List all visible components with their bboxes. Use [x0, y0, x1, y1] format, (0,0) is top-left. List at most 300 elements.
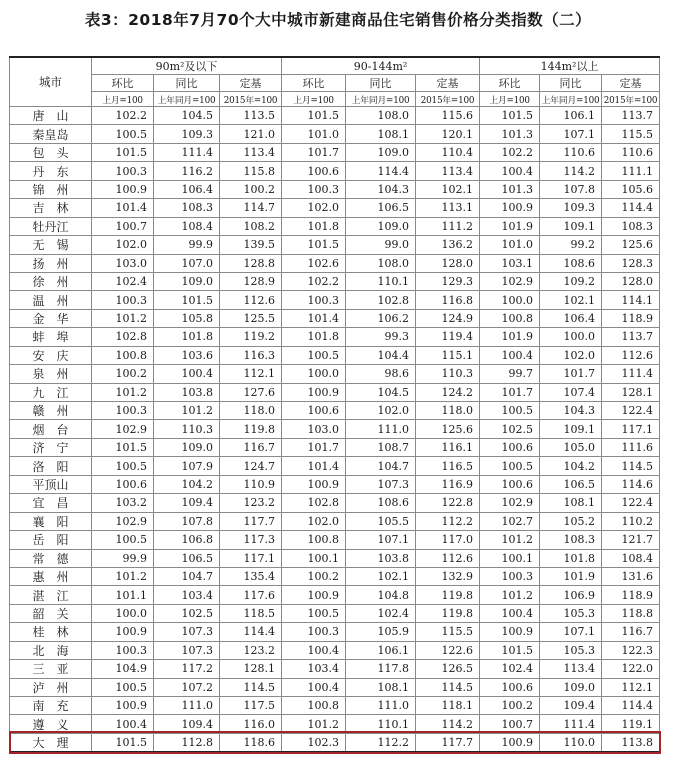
value-cell: 129.3	[416, 272, 480, 290]
table-row	[10, 475, 660, 493]
value-cell: 110.1	[346, 715, 416, 733]
value-cell: 99.9	[154, 236, 220, 254]
value-cell: 106.5	[346, 199, 416, 217]
value-cell: 104.9	[92, 660, 154, 678]
value-cell: 106.4	[154, 180, 220, 198]
value-cell: 116.2	[154, 162, 220, 180]
table-row	[10, 438, 660, 456]
value-cell: 118.5	[220, 604, 282, 622]
value-cell: 100.2	[282, 567, 346, 585]
value-cell: 101.5	[92, 438, 154, 456]
value-cell: 101.9	[540, 567, 602, 585]
table-row	[10, 107, 660, 125]
table-row	[10, 604, 660, 622]
value-cell: 116.9	[416, 475, 480, 493]
value-cell: 107.0	[154, 254, 220, 272]
value-cell: 113.4	[540, 660, 602, 678]
city-column-header: 城市	[10, 57, 92, 107]
value-cell: 107.3	[154, 623, 220, 641]
value-cell: 108.0	[346, 107, 416, 125]
value-cell: 102.4	[480, 660, 540, 678]
value-cell: 105.2	[540, 512, 602, 530]
city-cell: 无 锡	[10, 236, 92, 254]
value-cell: 110.9	[220, 475, 282, 493]
value-cell: 112.2	[346, 733, 416, 752]
value-cell: 115.1	[416, 346, 480, 364]
value-cell: 100.0	[480, 291, 540, 309]
value-cell: 114.4	[602, 199, 660, 217]
value-cell: 103.4	[154, 586, 220, 604]
value-cell: 111.4	[540, 715, 602, 733]
value-cell: 112.2	[416, 512, 480, 530]
value-cell: 103.8	[154, 383, 220, 401]
city-cell: 三 亚	[10, 660, 92, 678]
value-cell: 100.9	[480, 623, 540, 641]
city-cell: 丹 东	[10, 162, 92, 180]
value-cell: 100.6	[480, 438, 540, 456]
value-cell: 111.0	[346, 420, 416, 438]
value-cell: 114.5	[220, 678, 282, 696]
value-cell: 104.2	[540, 457, 602, 475]
table-row	[10, 236, 660, 254]
value-cell: 109.1	[540, 420, 602, 438]
value-cell: 100.0	[282, 365, 346, 383]
value-cell: 99.9	[92, 549, 154, 567]
value-cell: 109.3	[154, 125, 220, 143]
table-row	[10, 733, 660, 752]
value-cell: 122.6	[416, 641, 480, 659]
city-cell: 秦皇岛	[10, 125, 92, 143]
value-cell: 109.3	[540, 199, 602, 217]
value-cell: 101.2	[480, 586, 540, 604]
table-row	[10, 199, 660, 217]
value-cell: 100.6	[480, 678, 540, 696]
city-cell: 岳 阳	[10, 531, 92, 549]
value-cell: 102.0	[92, 236, 154, 254]
value-cell: 102.4	[346, 604, 416, 622]
value-cell: 105.5	[346, 512, 416, 530]
value-cell: 109.0	[346, 143, 416, 161]
value-cell: 114.1	[602, 291, 660, 309]
value-cell: 100.8	[282, 531, 346, 549]
value-cell: 100.9	[92, 623, 154, 641]
value-cell: 112.1	[602, 678, 660, 696]
table-row	[10, 494, 660, 512]
city-cell: 遵 义	[10, 715, 92, 733]
table-row	[10, 291, 660, 309]
value-cell: 109.2	[540, 272, 602, 290]
city-cell: 洛 阳	[10, 457, 92, 475]
value-cell: 108.1	[540, 494, 602, 512]
base-header: 上年同月=100	[154, 92, 220, 107]
value-cell: 100.3	[92, 402, 154, 420]
value-cell: 104.5	[346, 383, 416, 401]
value-cell: 101.2	[282, 715, 346, 733]
table-row	[10, 162, 660, 180]
value-cell: 101.5	[282, 236, 346, 254]
value-cell: 103.2	[92, 494, 154, 512]
value-cell: 102.0	[540, 346, 602, 364]
value-cell: 99.3	[346, 328, 416, 346]
table-row	[10, 309, 660, 327]
value-cell: 106.1	[346, 641, 416, 659]
value-cell: 101.5	[282, 107, 346, 125]
value-cell: 104.7	[154, 567, 220, 585]
value-cell: 100.2	[480, 697, 540, 715]
value-cell: 117.0	[416, 531, 480, 549]
value-cell: 122.4	[602, 494, 660, 512]
value-cell: 118.8	[602, 604, 660, 622]
value-cell: 100.3	[282, 623, 346, 641]
value-cell: 100.9	[282, 383, 346, 401]
value-cell: 100.9	[282, 586, 346, 604]
value-cell: 100.5	[92, 125, 154, 143]
value-cell: 109.0	[540, 678, 602, 696]
value-cell: 116.7	[220, 438, 282, 456]
value-cell: 104.2	[154, 475, 220, 493]
metric-header: 环比	[480, 75, 540, 92]
city-cell: 扬 州	[10, 254, 92, 272]
value-cell: 116.5	[416, 457, 480, 475]
value-cell: 100.9	[282, 475, 346, 493]
value-cell: 102.0	[282, 512, 346, 530]
value-cell: 98.6	[346, 365, 416, 383]
city-cell: 宜 昌	[10, 494, 92, 512]
value-cell: 111.4	[602, 365, 660, 383]
value-cell: 100.8	[480, 309, 540, 327]
value-cell: 100.3	[282, 180, 346, 198]
metric-header: 同比	[540, 75, 602, 92]
value-cell: 114.4	[346, 162, 416, 180]
value-cell: 113.1	[416, 199, 480, 217]
value-cell: 100.6	[92, 475, 154, 493]
value-cell: 102.1	[540, 291, 602, 309]
value-cell: 139.5	[220, 236, 282, 254]
value-cell: 128.9	[220, 272, 282, 290]
value-cell: 101.0	[282, 125, 346, 143]
table-body	[10, 107, 660, 752]
value-cell: 102.0	[346, 402, 416, 420]
base-header: 2015年=100	[416, 92, 480, 107]
table-row	[10, 328, 660, 346]
value-cell: 102.2	[92, 107, 154, 125]
value-cell: 101.8	[282, 328, 346, 346]
value-cell: 122.3	[602, 641, 660, 659]
value-cell: 113.4	[416, 162, 480, 180]
value-cell: 122.8	[416, 494, 480, 512]
table-row	[10, 383, 660, 401]
city-cell: 锦 州	[10, 180, 92, 198]
city-cell: 蚌 埠	[10, 328, 92, 346]
value-cell: 108.0	[346, 254, 416, 272]
value-cell: 111.6	[602, 438, 660, 456]
value-cell: 101.4	[92, 199, 154, 217]
value-cell: 101.1	[92, 586, 154, 604]
value-cell: 124.9	[416, 309, 480, 327]
value-cell: 100.4	[282, 678, 346, 696]
value-cell: 126.5	[416, 660, 480, 678]
value-cell: 101.8	[154, 328, 220, 346]
city-cell: 徐 州	[10, 272, 92, 290]
value-cell: 101.2	[480, 531, 540, 549]
metric-header-row	[10, 75, 660, 92]
value-cell: 119.8	[416, 604, 480, 622]
city-cell: 大 理	[10, 733, 92, 752]
table-row	[10, 623, 660, 641]
value-cell: 100.6	[282, 402, 346, 420]
value-cell: 102.9	[92, 512, 154, 530]
value-cell: 108.4	[602, 549, 660, 567]
value-cell: 113.7	[602, 328, 660, 346]
city-cell: 济 宁	[10, 438, 92, 456]
value-cell: 119.8	[220, 420, 282, 438]
table-title: 表3：2018年7月70个大中城市新建商品住宅销售价格分类指数（二）	[84, 11, 592, 29]
value-cell: 118.6	[220, 733, 282, 752]
value-cell: 118.1	[416, 697, 480, 715]
value-cell: 101.3	[480, 125, 540, 143]
value-cell: 100.9	[480, 733, 540, 752]
value-cell: 100.6	[480, 475, 540, 493]
value-cell: 101.2	[92, 383, 154, 401]
city-cell: 韶 关	[10, 604, 92, 622]
city-cell: 金 华	[10, 309, 92, 327]
value-cell: 100.9	[92, 180, 154, 198]
metric-header: 定基	[416, 75, 480, 92]
value-cell: 104.4	[346, 346, 416, 364]
value-cell: 114.2	[416, 715, 480, 733]
value-cell: 113.8	[602, 733, 660, 752]
base-header: 上月=100	[480, 92, 540, 107]
metric-header: 定基	[220, 75, 282, 92]
base-header: 上月=100	[282, 92, 346, 107]
value-cell: 125.5	[220, 309, 282, 327]
metric-header: 环比	[282, 75, 346, 92]
table-row	[10, 512, 660, 530]
value-cell: 127.6	[220, 383, 282, 401]
value-cell: 109.4	[540, 697, 602, 715]
value-cell: 107.1	[540, 623, 602, 641]
value-cell: 103.0	[92, 254, 154, 272]
value-cell: 117.1	[220, 549, 282, 567]
value-cell: 102.6	[282, 254, 346, 272]
value-cell: 131.6	[602, 567, 660, 585]
city-cell: 泉 州	[10, 365, 92, 383]
value-cell: 102.3	[282, 733, 346, 752]
value-cell: 108.7	[346, 438, 416, 456]
value-cell: 106.4	[540, 309, 602, 327]
value-cell: 122.0	[602, 660, 660, 678]
value-cell: 108.1	[346, 125, 416, 143]
value-cell: 104.5	[154, 107, 220, 125]
value-cell: 108.4	[154, 217, 220, 235]
value-cell: 111.0	[154, 697, 220, 715]
value-cell: 100.5	[92, 457, 154, 475]
value-cell: 109.4	[154, 494, 220, 512]
value-cell: 100.8	[92, 346, 154, 364]
value-cell: 106.9	[540, 586, 602, 604]
value-cell: 105.3	[540, 641, 602, 659]
value-cell: 101.5	[480, 107, 540, 125]
value-cell: 101.7	[282, 438, 346, 456]
value-cell: 114.4	[220, 623, 282, 641]
city-cell: 烟 台	[10, 420, 92, 438]
value-cell: 100.0	[92, 604, 154, 622]
table-row	[10, 420, 660, 438]
value-cell: 118.0	[416, 402, 480, 420]
value-cell: 101.8	[282, 217, 346, 235]
value-cell: 103.0	[282, 420, 346, 438]
value-cell: 111.0	[346, 697, 416, 715]
table-row	[10, 254, 660, 272]
value-cell: 112.6	[416, 549, 480, 567]
city-cell: 常 德	[10, 549, 92, 567]
value-cell: 125.6	[602, 236, 660, 254]
value-cell: 116.0	[220, 715, 282, 733]
value-cell: 125.6	[416, 420, 480, 438]
value-cell: 100.5	[92, 678, 154, 696]
value-cell: 124.7	[220, 457, 282, 475]
table-row	[10, 125, 660, 143]
value-cell: 107.8	[540, 180, 602, 198]
city-cell: 南 充	[10, 697, 92, 715]
value-cell: 109.4	[154, 715, 220, 733]
value-cell: 102.5	[154, 604, 220, 622]
value-cell: 101.4	[282, 457, 346, 475]
value-cell: 101.9	[480, 328, 540, 346]
value-cell: 100.3	[92, 291, 154, 309]
value-cell: 112.6	[220, 291, 282, 309]
value-cell: 110.6	[602, 143, 660, 161]
value-cell: 109.0	[154, 272, 220, 290]
value-cell: 99.7	[480, 365, 540, 383]
value-cell: 101.7	[540, 365, 602, 383]
table-row	[10, 365, 660, 383]
value-cell: 99.2	[540, 236, 602, 254]
value-cell: 110.6	[540, 143, 602, 161]
value-cell: 102.9	[92, 420, 154, 438]
value-cell: 120.1	[416, 125, 480, 143]
value-cell: 107.8	[154, 512, 220, 530]
value-cell: 106.2	[346, 309, 416, 327]
value-cell: 135.4	[220, 567, 282, 585]
value-cell: 100.5	[282, 346, 346, 364]
value-cell: 119.1	[602, 715, 660, 733]
table-row	[10, 272, 660, 290]
value-cell: 118.0	[220, 402, 282, 420]
city-cell: 赣 州	[10, 402, 92, 420]
city-cell: 襄 阳	[10, 512, 92, 530]
value-cell: 117.1	[602, 420, 660, 438]
value-cell: 102.8	[346, 291, 416, 309]
value-cell: 100.4	[480, 604, 540, 622]
city-cell: 安 庆	[10, 346, 92, 364]
value-cell: 108.1	[346, 678, 416, 696]
value-cell: 118.9	[602, 309, 660, 327]
value-cell: 106.8	[154, 531, 220, 549]
value-cell: 114.5	[602, 457, 660, 475]
base-header: 上年同月=100	[540, 92, 602, 107]
value-cell: 100.4	[154, 365, 220, 383]
table-row	[10, 217, 660, 235]
metric-header: 定基	[602, 75, 660, 92]
value-cell: 136.2	[416, 236, 480, 254]
metric-header: 同比	[154, 75, 220, 92]
table-row	[10, 586, 660, 604]
value-cell: 122.4	[602, 402, 660, 420]
value-cell: 101.9	[480, 217, 540, 235]
value-cell: 128.1	[220, 660, 282, 678]
value-cell: 105.9	[346, 623, 416, 641]
value-cell: 107.2	[154, 678, 220, 696]
value-cell: 110.2	[602, 512, 660, 530]
value-cell: 100.5	[480, 457, 540, 475]
value-cell: 105.3	[540, 604, 602, 622]
value-cell: 117.6	[220, 586, 282, 604]
value-cell: 110.4	[416, 143, 480, 161]
value-cell: 104.3	[540, 402, 602, 420]
value-cell: 108.6	[346, 494, 416, 512]
value-cell: 102.2	[282, 272, 346, 290]
base-header: 2015年=100	[220, 92, 282, 107]
base-header: 上月=100	[92, 92, 154, 107]
table-row	[10, 457, 660, 475]
value-cell: 111.1	[602, 162, 660, 180]
value-cell: 114.7	[220, 199, 282, 217]
value-cell: 117.8	[346, 660, 416, 678]
value-cell: 99.0	[346, 236, 416, 254]
value-cell: 128.0	[416, 254, 480, 272]
value-cell: 105.8	[154, 309, 220, 327]
base-header: 上年同月=100	[346, 92, 416, 107]
value-cell: 113.7	[602, 107, 660, 125]
value-cell: 100.4	[480, 162, 540, 180]
value-cell: 102.5	[480, 420, 540, 438]
value-cell: 119.4	[416, 328, 480, 346]
value-cell: 102.0	[282, 199, 346, 217]
value-cell: 100.7	[92, 217, 154, 235]
value-cell: 100.5	[480, 402, 540, 420]
value-cell: 128.0	[602, 272, 660, 290]
city-cell: 桂 林	[10, 623, 92, 641]
value-cell: 106.1	[540, 107, 602, 125]
city-cell: 牡丹江	[10, 217, 92, 235]
value-cell: 101.8	[540, 549, 602, 567]
value-cell: 112.1	[220, 365, 282, 383]
value-cell: 104.8	[346, 586, 416, 604]
value-cell: 100.8	[282, 697, 346, 715]
value-cell: 100.4	[480, 346, 540, 364]
value-cell: 108.3	[540, 531, 602, 549]
value-cell: 100.1	[282, 549, 346, 567]
value-cell: 107.4	[540, 383, 602, 401]
value-cell: 123.2	[220, 641, 282, 659]
value-cell: 102.4	[92, 272, 154, 290]
city-cell: 包 头	[10, 143, 92, 161]
city-cell: 温 州	[10, 291, 92, 309]
table-row	[10, 641, 660, 659]
value-cell: 100.4	[92, 715, 154, 733]
value-cell: 128.1	[602, 383, 660, 401]
base-header-row	[10, 92, 660, 107]
table-row	[10, 697, 660, 715]
value-cell: 119.8	[416, 586, 480, 604]
value-cell: 106.5	[540, 475, 602, 493]
value-cell: 102.9	[480, 272, 540, 290]
value-cell: 101.5	[92, 733, 154, 752]
value-cell: 100.7	[480, 715, 540, 733]
value-cell: 107.1	[540, 125, 602, 143]
value-cell: 123.2	[220, 494, 282, 512]
